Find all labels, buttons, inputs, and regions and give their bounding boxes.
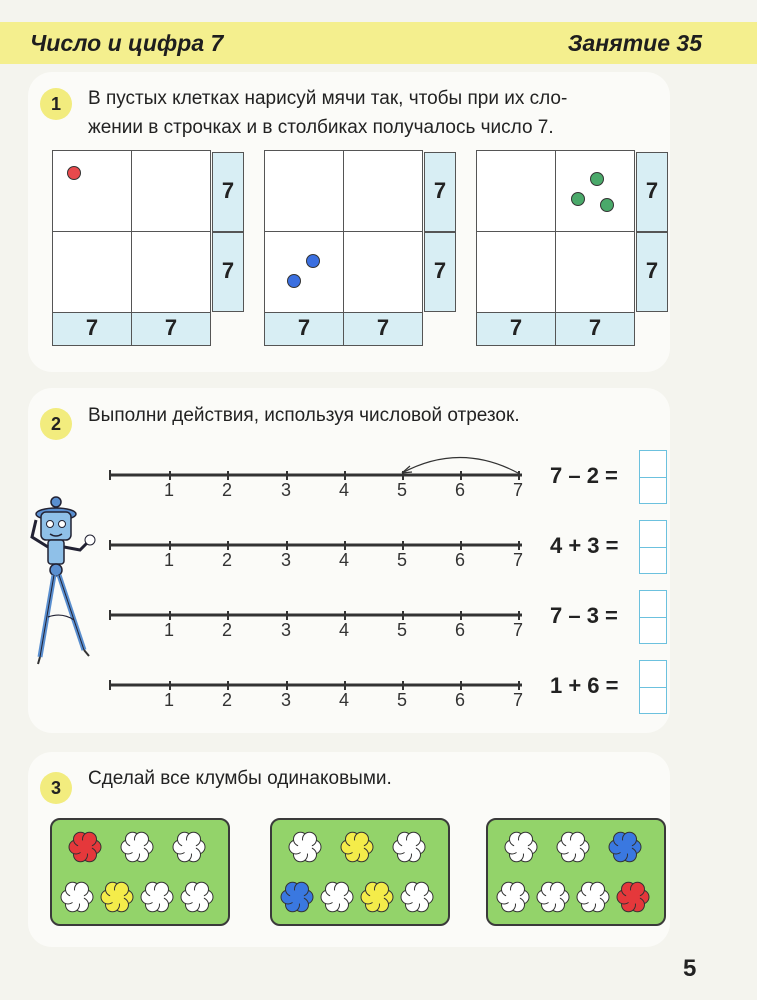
tick-label: 5	[397, 550, 408, 570]
white-flower	[320, 880, 354, 914]
blue-ball	[306, 254, 320, 268]
equation-1: 7 – 2 =	[550, 463, 618, 488]
tick-label: 1	[164, 690, 175, 710]
green-ball	[571, 192, 585, 206]
white-flower	[172, 830, 206, 864]
tick-label: 4	[339, 690, 350, 710]
tick-mark	[227, 541, 229, 550]
tick-mark	[169, 541, 171, 550]
grid-cell[interactable]	[343, 150, 423, 232]
row-sum-cell: 7	[636, 152, 668, 232]
red-ball	[67, 166, 81, 180]
tick-label: 4	[339, 480, 350, 500]
grid-cell[interactable]	[52, 150, 132, 232]
answer-box-1[interactable]	[639, 450, 667, 504]
ball-grid-1	[52, 150, 248, 346]
grid-cell[interactable]	[555, 150, 635, 232]
answer-box-3[interactable]	[639, 590, 667, 644]
tick-label: 3	[281, 620, 292, 640]
row-sum-cell: 7	[212, 232, 244, 312]
row-sum-cell: 7	[212, 152, 244, 232]
tick-label: 5	[397, 480, 408, 500]
tick-mark	[518, 681, 520, 690]
grid-cell[interactable]	[476, 150, 556, 232]
yellow-flower	[360, 880, 394, 914]
ball-grid-2	[264, 150, 460, 346]
white-flower	[556, 830, 590, 864]
tick-label: 4	[339, 620, 350, 640]
tick-mark	[344, 681, 346, 690]
tick-label: 6	[455, 550, 466, 570]
tick-mark	[402, 471, 404, 480]
tick-label: 6	[455, 620, 466, 640]
task3-number-badge: 3	[40, 772, 72, 804]
tick-label: 7	[513, 690, 524, 710]
yellow-flower	[100, 880, 134, 914]
task2-instructions: Выполни действия, используя числовой отрезок.	[88, 405, 520, 426]
blue-flower	[608, 830, 642, 864]
white-flower	[400, 880, 434, 914]
tick-mark	[518, 611, 520, 620]
grid-cell[interactable]	[131, 150, 211, 232]
page-number: 5	[683, 955, 697, 982]
grid-cell[interactable]	[52, 231, 132, 313]
col-sum-cell: 7	[52, 312, 132, 346]
tick-label: 7	[513, 480, 524, 500]
task3-instructions: Сделай все клумбы одинаковыми.	[88, 768, 392, 789]
tick-mark	[344, 611, 346, 620]
task1-instructions	[88, 84, 567, 142]
tick-mark	[460, 611, 462, 620]
blue-ball	[287, 274, 301, 288]
green-ball	[590, 172, 604, 186]
red-flower	[68, 830, 102, 864]
equation-4: 1 + 6 =	[550, 673, 619, 698]
tick-mark	[286, 541, 288, 550]
task1-text-line2: жении в строчках и в столбиках получалось число 7.	[88, 117, 554, 138]
yellow-flower	[340, 830, 374, 864]
tick-mark	[460, 541, 462, 550]
tick-mark	[402, 611, 404, 620]
equation-3: 7 – 3 =	[550, 603, 618, 628]
tick-label: 2	[222, 620, 233, 640]
col-sum-cell: 7	[343, 312, 423, 346]
page-header	[0, 22, 757, 64]
tick-mark	[460, 681, 462, 690]
tick-mark	[286, 471, 288, 480]
task1-text-line1: В пустых клетках нарисуй мячи так, чтобы при их сло-	[88, 88, 568, 109]
tick-label: 5	[397, 690, 408, 710]
white-flower	[60, 880, 94, 914]
tick-label: 1	[164, 480, 175, 500]
grid-cell[interactable]	[131, 231, 211, 313]
row-sum-cell: 7	[424, 232, 456, 312]
equation-2: 4 + 3 =	[550, 533, 619, 558]
task2-number-badge: 2	[40, 408, 72, 440]
col-sum-cell: 7	[131, 312, 211, 346]
tick-mark	[169, 681, 171, 690]
answer-box-2[interactable]	[639, 520, 667, 574]
tick-label: 2	[222, 550, 233, 570]
tick-label: 1	[164, 620, 175, 640]
grid-cell[interactable]	[476, 231, 556, 313]
tick-mark	[227, 611, 229, 620]
tick-mark	[518, 541, 520, 550]
tick-mark	[286, 681, 288, 690]
grid-cell[interactable]	[264, 231, 344, 313]
lesson-topic: Число и цифра 7	[30, 30, 224, 56]
white-flower	[392, 830, 426, 864]
white-flower	[504, 830, 538, 864]
row-sum-cell: 7	[636, 232, 668, 312]
tick-mark	[227, 681, 229, 690]
col-sum-cell: 7	[264, 312, 344, 346]
green-ball	[600, 198, 614, 212]
tick-mark	[344, 471, 346, 480]
tick-mark	[518, 471, 520, 480]
tick-mark	[402, 541, 404, 550]
tick-label: 3	[281, 690, 292, 710]
tick-mark	[402, 681, 404, 690]
grid-cell[interactable]	[555, 231, 635, 313]
white-flower	[180, 880, 214, 914]
tick-mark	[169, 471, 171, 480]
white-flower	[288, 830, 322, 864]
tick-mark	[460, 471, 462, 480]
tick-mark	[169, 611, 171, 620]
tick-label: 7	[513, 550, 524, 570]
tick-label: 4	[339, 550, 350, 570]
tick-label: 6	[455, 480, 466, 500]
white-flower	[536, 880, 570, 914]
ball-grid-3	[476, 150, 672, 346]
tick-label: 3	[281, 550, 292, 570]
white-flower	[120, 830, 154, 864]
task1-number-badge: 1	[40, 88, 72, 120]
grid-cell[interactable]	[343, 231, 423, 313]
tick-label: 1	[164, 550, 175, 570]
white-flower	[140, 880, 174, 914]
tick-label: 6	[455, 690, 466, 710]
tick-label: 5	[397, 620, 408, 640]
grid-cell[interactable]	[264, 150, 344, 232]
answer-box-4[interactable]	[639, 660, 667, 714]
tick-mark	[286, 611, 288, 620]
white-flower	[496, 880, 530, 914]
compass-robot-illustration	[14, 492, 104, 667]
white-flower	[576, 880, 610, 914]
lesson-number: Занятие 35	[567, 30, 702, 56]
tick-label: 3	[281, 480, 292, 500]
tick-mark	[344, 541, 346, 550]
tick-label: 7	[513, 620, 524, 640]
blue-flower	[280, 880, 314, 914]
red-flower	[616, 880, 650, 914]
tick-label: 2	[222, 690, 233, 710]
col-sum-cell: 7	[476, 312, 556, 346]
col-sum-cell: 7	[555, 312, 635, 346]
tick-mark	[227, 471, 229, 480]
tick-label: 2	[222, 480, 233, 500]
row-sum-cell: 7	[424, 152, 456, 232]
